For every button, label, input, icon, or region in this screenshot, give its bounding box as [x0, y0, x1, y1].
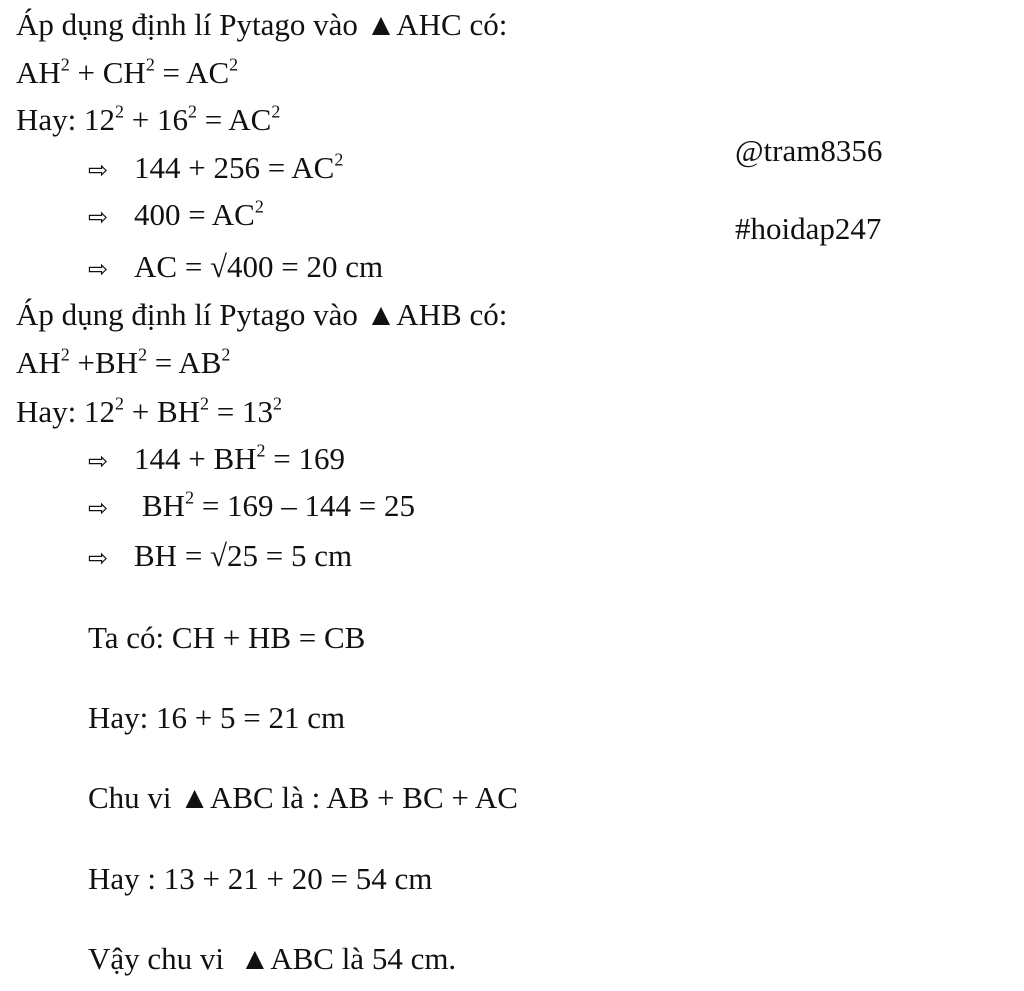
substitution-ahb: Hay: $12^2 + BH^2 = 13^2$	[16, 393, 282, 429]
conclusion-line-2: Hay: 16 + 5 = 21 cm	[88, 700, 346, 735]
hashtag: #hoidap247	[735, 211, 882, 246]
formula-ahc: $AH^2 + CH^2 = AC^2$	[16, 54, 239, 90]
conclusion-line-5: Vậy chu vi ▲ABC là 54 cm.	[88, 941, 457, 976]
arrow-icon: ⇨	[88, 255, 109, 283]
conclusion-line-1: Ta có: CH + HB = CB	[88, 620, 366, 655]
arrow-icon: ⇨	[88, 203, 109, 231]
heading-pytago-ahb: Áp dụng định lí Pytago vào ▲AHB có:	[16, 297, 508, 332]
heading-pytago-ahc: Áp dụng định lí Pytago vào ▲AHC có:	[16, 7, 508, 42]
arrow-icon: ⇨	[88, 494, 109, 522]
step-ahc-1: ⇨ $144 + 256 = AC^2$	[88, 150, 343, 188]
step-ahb-3: ⇨ BH = √25 = 5 cm	[88, 538, 352, 576]
step-ahc-2: ⇨ $400 = AC^2$	[88, 197, 264, 235]
step-ahb-2: ⇨ $BH^2 = 169 - 144 = 25$	[88, 488, 415, 526]
author-tag: @tram8356	[735, 133, 883, 168]
conclusion-line-4: Hay : 13 + 21 + 20 = 54 cm	[88, 861, 433, 896]
substitution-ahc: Hay: $12^2 + 16^2 = AC^2$	[16, 101, 281, 137]
conclusion-line-3: Chu vi ▲ABC là : AB + BC + AC	[88, 780, 518, 815]
step-ahc-3: ⇨ AC = √400 = 20 cm	[88, 249, 383, 287]
arrow-icon: ⇨	[88, 447, 109, 475]
step-ahb-1: ⇨ $144 + BH^2 = 169$	[88, 441, 345, 479]
arrow-icon: ⇨	[88, 544, 109, 572]
arrow-icon: ⇨	[88, 156, 109, 184]
formula-ahb: $AH^2 +BH^2 = AB^2$	[16, 344, 231, 380]
